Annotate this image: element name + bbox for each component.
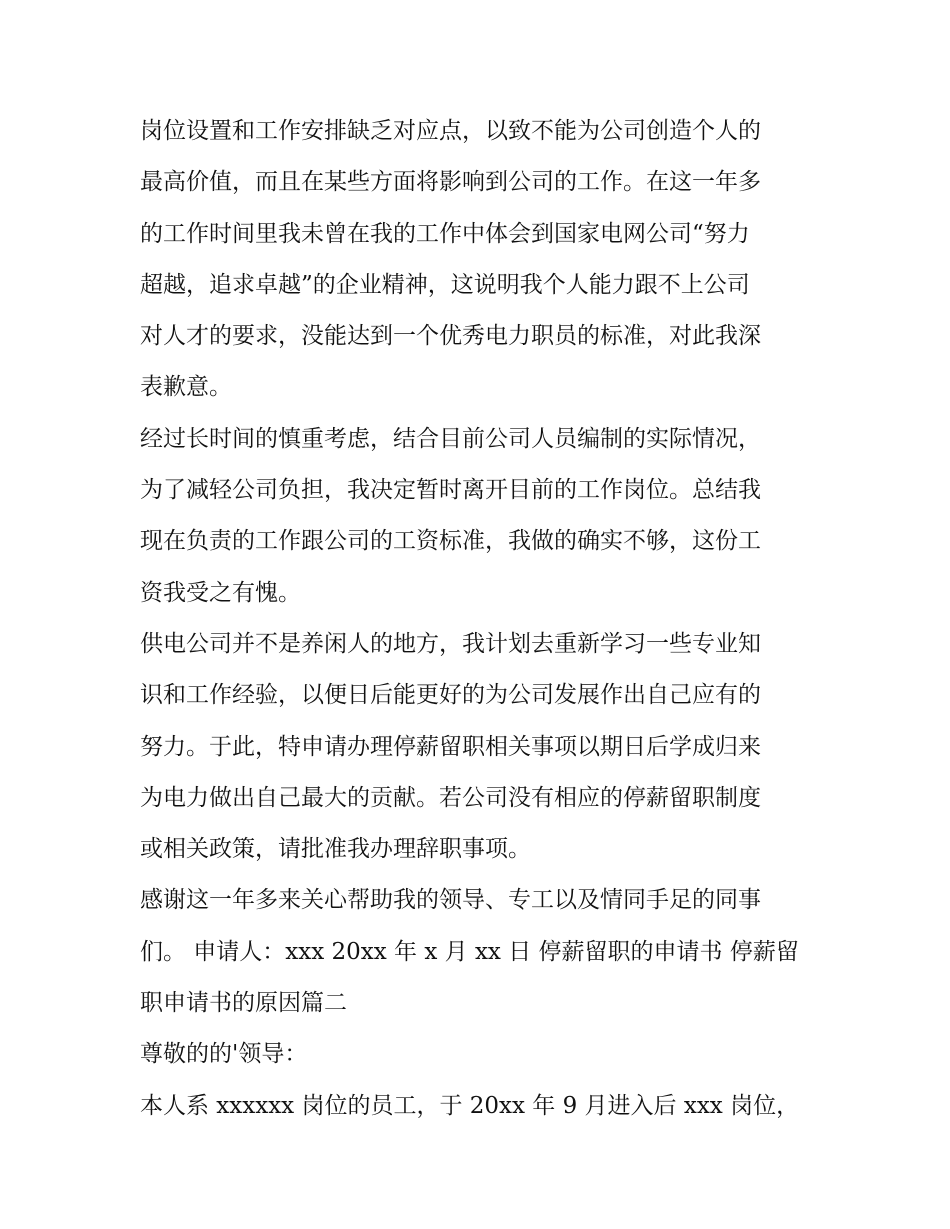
text-line: 本人系 xxxxxx 岗位的员工，于 20xx 年 9 月进入后 xxx 岗位， — [140, 1092, 800, 1119]
text-line: 资我受之有愧。 — [140, 579, 301, 606]
text-line: 现在负责的工作跟公司的工资标准，我做的确实不够，这份工 — [140, 528, 761, 555]
document-body — [140, 106, 820, 1132]
text-line: 表歉意。 — [140, 374, 232, 401]
text-line: 经过长时间的慎重考虑，结合目前公司人员编制的实际情况， — [140, 425, 761, 452]
text-line: 职申请书的原因篇二 — [140, 990, 347, 1017]
text-line: 的工作时间里我未曾在我的工作中体会到国家电网公司“努力 — [140, 220, 750, 247]
text-line: 们。 申请人：xxx 20xx 年 x 月 xx 日 停薪留职的申请书 停薪留 — [140, 938, 799, 965]
text-line: 努力。于此，特申请办理停薪留职相关事项以期日后学成归来 — [140, 733, 761, 760]
text-line: 或相关政策，请批准我办理辞职事项。 — [140, 836, 531, 863]
text-line: 最高价值，而且在某些方面将影响到公司的工作。在这一年多 — [140, 169, 761, 196]
text-line: 对人才的要求，没能达到一个优秀电力职员的标准，对此我深 — [140, 323, 761, 350]
text-line: 岗位设置和工作安排缺乏对应点，以致不能为公司创造个人的 — [140, 118, 761, 144]
text-line: 供电公司并不是养闲人的地方，我计划去重新学习一些专业知 — [140, 630, 761, 657]
text-line: 识和工作经验，以便日后能更好的为公司发展作出自己应有的 — [140, 682, 761, 709]
text-line: 尊敬的的'领导： — [140, 1041, 308, 1068]
text-line: 为电力做出自己最大的贡献。若公司没有相应的停薪留职制度 — [140, 784, 761, 811]
text-line: 感谢这一年多来关心帮助我的领导、专工以及情同手足的同事 — [140, 887, 761, 914]
text-line: 为了减轻公司负担，我决定暂时离开目前的工作岗位。总结我 — [140, 477, 761, 504]
text-line: 超越，追求卓越”的企业精神，这说明我个人能力跟不上公司 — [140, 271, 750, 298]
